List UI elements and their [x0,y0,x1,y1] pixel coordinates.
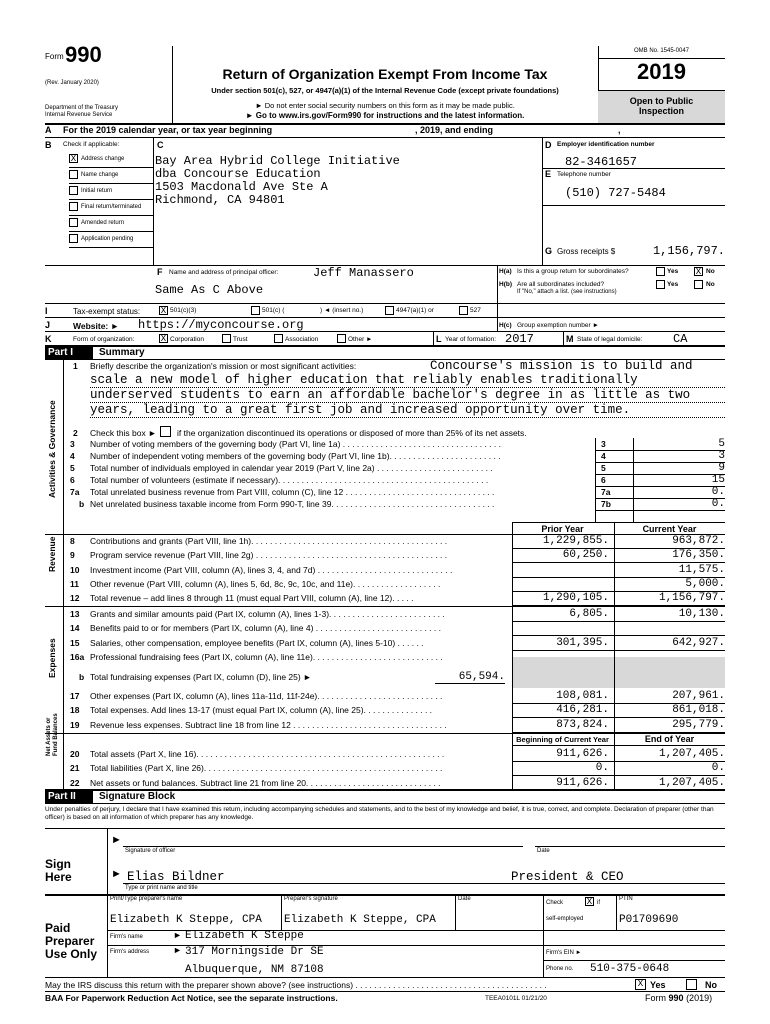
signature-officer-label: Signature of officer [125,848,176,854]
org-city: Richmond, CA 94801 [155,193,285,207]
revenue-row [45,535,725,547]
net-assets-line-number: 21 [70,763,80,774]
preparer-name: Elizabeth K Steppe, CPA [110,914,262,926]
revenue-line-number: 11 [70,578,79,589]
ha-text: Is this a group return for subordinates? [517,268,629,275]
section-b-item-label: Address change [81,156,125,162]
governance-line-text: Total unrelated business revenue from Part VIII, column (C), line 12 . . . . . . . . . . . . . . . . . . . . . . . . . . . . . . . . [90,487,495,497]
instructions-link[interactable]: ► Go to www.irs.gov/Form990 for instructions and the latest information. [245,111,525,120]
revenue-prior-value: 60,250. [562,549,609,562]
footer-form-year: (2019) [686,993,713,1003]
expense-current-value: 207,961. [672,690,725,702]
principal-officer-address: Same As C Above [155,283,264,297]
trust-checkbox[interactable] [222,334,231,343]
sign-arrow-icon: ► [111,834,122,846]
expense-current-value: 861,018. [672,704,725,717]
net-assets-current-value: 1,207,405. [658,776,725,789]
expense-prior-value: 416,281. [556,704,609,717]
net-assets-line-text: Total liabilities (Part X, line 26). . . . . . . . . . . . . . . . . . . . . . . . . . . . . . . . . . . . . . . . . . . . . . . . . . . [90,763,443,774]
expense-prior-value: 6,805. [569,608,609,620]
hb-yes-label: Yes [667,281,679,288]
section-b-item-line [69,247,153,248]
hb-label: H(b) [499,281,512,288]
year-formation-title: Year of formation: [445,336,497,343]
expense-line-text: Grants and similar amounts paid (Part IX, column (A), lines 1-3). . . . . . . . . . . . . . . . . . . . . . . . . [90,609,445,619]
side-revenue: Revenue [47,536,57,572]
expense-line-number: 15 [70,637,80,648]
527-checkbox[interactable] [459,306,468,315]
527-label: 527 [470,307,481,314]
association-checkbox[interactable] [274,334,283,343]
preparer-date-header: Date [458,896,471,902]
line2-number: 2 [73,428,78,438]
governance-line-text: Number of independent voting members of the governing body (Part VI, line 1b). . . . . . . . . . . . . . . . . . . . . . . . [90,451,501,461]
revenue-row [45,592,725,604]
shaded-16b [512,657,725,688]
col-prior-year: Prior Year [541,524,584,534]
footer-form-label: Form [645,993,666,1003]
expense-line-text: Salaries, other compensation, employee benefits (Part IX, column (A), lines 5-10) . . . . . . [90,637,424,648]
governance-value: 0. [711,486,725,498]
line-16b-text: Total fundraising expenses (Part IX, column (D), line 25) ► [90,672,312,682]
expense-line-text: Revenue less expenses. Subtract line 18 from line 12 . . . . . . . . . . . . . . . . . . . . . . . . . . . . . . . . . [90,719,447,730]
discuss-no-checkbox[interactable] [686,979,697,990]
revenue-line-number: 12 [70,593,80,604]
preparer-heading-3: Use Only [45,947,98,961]
expense-row [45,622,725,634]
ein-value: 82-3461657 [565,155,638,169]
phone-title: Telephone number [557,171,611,178]
discuss-yes-checkbox[interactable]: X [635,979,646,990]
net-assets-prior-value: 911,626. [556,776,609,789]
other-checkbox[interactable] [337,334,346,343]
governance-line-text: Net unrelated business taxable income from Form 990-T, line 39. . . . . . . . . . . . . . . . . . . . . . . . . . . . . . . . . . . [90,499,495,509]
officer-title: President & CEO [511,870,624,884]
phone-value: (510) 727-5484 [565,186,666,200]
line-a-end: , [618,125,621,135]
org-street: 1503 Macdonald Ave Ste A [155,180,328,194]
preparer-heading [45,922,97,961]
gross-receipts-title: Gross receipts $ [557,247,616,256]
governance-row [45,438,725,450]
line1-number: 1 [73,361,78,371]
side-net-assets: Net Assets or Fund Balances [46,713,59,756]
section-b-label: B [45,140,52,150]
gross-receipts-value: 1,156,797. [652,244,725,258]
association-label: Association [285,336,319,343]
ptin-value: P01709690 [619,914,679,926]
governance-value: 0. [711,498,725,510]
principal-officer-title: Name and address of principal officer: [169,269,279,276]
section-b-item-line [69,167,153,168]
governance-line-text: Number of voting members of the governing body (Part VI, line 1a) . . . . . . . . . . . . . . . . . . . . . . . . . . . . . . . . . . [90,439,501,449]
side-activities-governance: Activities & Governance [47,400,57,498]
expense-row [45,608,725,620]
revenue-current-value: 5,000. [685,577,725,590]
expense-prior-value: 873,824. [556,718,609,731]
section-b-item-label: Amended return [81,220,125,226]
phone-no-label: Phone no. [546,966,574,972]
omb-number: OMB No. 1545-0047 [633,48,690,54]
expense-row [45,719,725,731]
governance-line-text: Total number of volunteers (estimate if necessary). . . . . . . . . . . . . . . . . . . . . . . . . . . . . . . . . . . . . . . . . . . . . [90,475,489,485]
ha-yes-label: Yes [667,268,679,275]
open-to-public: Open to Public Inspection [629,96,694,116]
net-assets-line-text: Net assets or fund balances. Subtract line 21 from line 20. . . . . . . . . . . . . . . . . . . . . . . . . . . . . [90,777,441,788]
discuss-no-label: No [705,980,717,990]
expense-line-number: 17 [70,691,80,701]
sign-heading-1: Sign [45,857,71,871]
hc-label: H(c) [499,322,512,329]
tax-exempt-title: Tax-exempt status: [73,307,141,316]
firm-address-1: 317 Morningside Dr SE [185,946,324,958]
section-b-item-line [69,183,153,184]
org-name-address [155,155,400,207]
net-assets-line-text: Total assets (Part X, line 16). . . . . . . . . . . . . . . . . . . . . . . . . . . . . . . . . . . . . . . . . . . . . . . . . . . . . [90,749,445,759]
revenue-row [45,578,725,590]
sign-date-label: Date [537,848,550,854]
expense-row [45,690,725,702]
hb-yes-checkbox[interactable] [656,280,665,289]
governance-row-line [595,510,725,511]
irs-name: Internal Revenue Service [45,112,113,118]
corporation-checkbox[interactable]: X [160,334,167,344]
check-if-applicable: Check if applicable: [63,141,120,148]
footer-baa: BAA For Paperwork Reduction Act Notice, see the separate instructions. [45,993,338,1003]
sign-heading-2: Here [45,870,72,884]
other-label: Other ► [348,336,373,343]
firm-name: Elizabeth K Steppe [185,930,304,942]
if-label: if [597,900,600,906]
insert-no-label: ) ◄ (insert no.) [320,307,364,314]
net-assets-prior-value: 911,626. [556,748,609,760]
section-d-label: D [545,140,552,150]
website-title: Website: ► [73,321,120,331]
ptin-header: PTIN [619,896,633,902]
preparer-heading-2: Preparer [45,934,95,948]
4947-label: 4947(a)(1) or [396,307,434,314]
governance-box-number: 7a [601,487,611,497]
governance-row [45,450,725,462]
department: Department of the Treasury [45,105,119,111]
section-b-checkbox[interactable] [69,234,78,243]
governance-box-right [633,438,634,522]
section-b-item-label: Application pending [81,236,134,242]
trust-label: Trust [233,336,248,343]
mission-line-1: Concourse's mission is to build and [430,359,693,373]
preparer-heading-1: Paid [45,921,71,935]
side-expenses: Expenses [47,638,57,678]
expense-line-text: Total expenses. Add lines 13-17 (must equal Part IX, column (A), line 25). . . . . . . . . . . . . . . [90,705,433,716]
officer-name: Elias Bildner [127,870,225,884]
check-label: Check [546,900,564,906]
expense-line-number: 16a [70,651,85,662]
hb-no-label: No [706,281,715,288]
governance-value: 15 [711,474,725,486]
governance-row [45,462,725,474]
section-j-label: J [45,320,51,330]
net-assets-row [45,777,725,789]
501c3-checkbox[interactable]: X [160,306,167,316]
form-number: 990 [65,42,102,67]
expense-line-number: 13 [70,609,80,619]
footer-form-number: 990 [668,993,684,1003]
governance-row [45,474,725,486]
expense-row [45,704,725,716]
net-assets-current-value: 1,207,405. [658,748,725,760]
expense-line-number: 18 [70,705,80,716]
expense-row [45,637,725,649]
governance-line-number: 5 [70,463,75,473]
section-b-item-line [69,231,153,232]
footer-form [645,993,712,1003]
section-b-checkbox[interactable] [69,170,78,179]
ha-no-checkbox[interactable]: X [695,267,702,277]
org-dba: dba Concourse Education [155,167,321,181]
self-employed-checkbox[interactable]: X [586,897,593,907]
form-title: Return of Organization Exempt From Income Tax [222,66,548,82]
revenue-current-value: 176,350. [672,549,725,562]
governance-value: 3 [718,450,725,462]
org-name: Bay Area Hybrid College Initiative [155,154,400,168]
section-l-label: L [436,334,442,344]
firm-name-label: Firm's name [110,934,143,940]
line-16b-number: b [79,672,85,682]
governance-line-number: b [79,499,85,509]
revenue-line-number: 8 [70,536,75,546]
mission-line-4: years, leading to a great first job and increased opportunity over time. [90,403,725,418]
governance-box-number: 4 [601,451,606,461]
expense-current-value: 295,779. [672,718,725,731]
col-end-of-year: End of Year [644,734,695,744]
section-g-label: G [545,246,553,256]
mission-line-3: underserved students to earn an affordable bachelor's degree in as little as two [90,388,725,403]
governance-row [45,498,725,510]
state-domicile-value: CA [673,332,688,346]
ein-title: Employer identification number [557,141,655,148]
revenue-current-value: 11,575. [678,563,725,576]
501c-checkbox[interactable] [251,306,260,315]
line2-text-a: Check this box ► [90,428,157,438]
firm-address-2: Albuquerque, NM 87108 [185,964,324,976]
net-assets-prior-value: 0. [595,762,609,775]
self-employed-label: self-employed [546,916,584,922]
mission-text [90,373,725,418]
governance-value: 5 [718,438,725,450]
line-16b-value: 65,594. [435,671,505,684]
form-subtitle: Under section 501(c), 527, or 4947(a)(1) of the Internal Revenue Code (except private foundations) [211,86,559,95]
expense-prior-value: 108,081. [556,690,609,702]
col-current-year: Current Year [642,524,697,534]
preparer-phone: 510-375-0648 [590,963,670,975]
section-k-label: K [45,334,52,344]
state-domicile-title: State of legal domicile: [577,336,643,343]
section-b-item-label: Final return/terminated [81,204,142,210]
line2-text-b: if the organization discontinued its operations or disposed of more than 25% of its net assets. [177,428,527,438]
section-e-label: E [545,169,552,179]
hb-text: Are all subordinates included? [517,281,605,288]
firm-ein-label: Firm's EIN ► [546,950,582,956]
section-m-label: M [566,334,574,344]
perjury-statement: Under penalties of perjury, I declare that I have examined this return, including accompanying schedules and statements, and to the best of my knowledge and belief, it is true, correct, and complete. Declaration of preparer (other than officer) is based on all information of which preparer has any knowledge. [45,806,714,821]
net-assets-row [45,748,725,760]
line-a-mid: , 2019, and ending [415,125,494,135]
revenue-prior-value: 1,290,105. [542,592,609,605]
expense-line-number: 19 [70,719,80,730]
revenue-current-value: 963,872. [672,535,725,547]
revenue-row [45,549,725,561]
part2-label: Part II [45,791,93,803]
preparer-signature: Elizabeth K Steppe, CPA [284,914,436,926]
discuss-question: May the IRS discuss this return with the preparer shown above? (see instructions) . . . . . . . . . . . . . . . . . . . . . . . . . . . . . . . . . . . . . . . . . [45,980,547,990]
expense-line-text: Professional fundraising fees (Part IX, column (A), line 11e). . . . . . . . . . . . . . . . . . . . . . . . . . . . [90,651,443,662]
revenue-line-text: Total revenue – add lines 8 through 11 (must equal Part VIII, column (A), line 12). . . . . [90,593,414,604]
principal-officer-name: Jeff Manassero [313,266,414,280]
governance-value: 9 [718,462,725,474]
governance-box-number: 6 [601,475,606,485]
name-arrow-icon: ► [111,868,122,880]
section-b-checkbox[interactable] [69,218,78,227]
net-assets-line-number: 22 [70,777,80,788]
section-b-item-line [69,199,153,200]
governance-box-number: 5 [601,463,606,473]
revenue-line-text: Other revenue (Part VIII, column (A), lines 5, 6d, 8c, 9c, 10c, and 11e). . . . . . . . . . . . . . . . . . . [90,578,441,589]
expense-line-text: Other expenses (Part IX, column (A), lines 11a-11d, 11f-24e). . . . . . . . . . . . . . . . . . . . . . . . . . . [90,691,443,701]
net-assets-line-number: 20 [70,749,80,759]
hb-note: If "No," attach a list. (see instructions) [517,289,617,295]
revenue-line-text: Program service revenue (Part VIII, line 2g) . . . . . . . . . . . . . . . . . . . . . . . . . . . . . . . . . . . . . . . . . [90,550,448,561]
hc-text: Group exemption number ► [517,322,599,329]
line2-checkbox[interactable] [160,426,171,437]
501c-label: 501(c) ( [262,307,285,314]
expense-current-value: 642,927. [672,636,725,649]
ha-no-label: No [706,268,715,275]
expense-current-value: 10,130. [678,608,725,620]
revenue-line-text: Investment income (Part VIII, column (A), lines 3, 4, and 7d) . . . . . . . . . . . . . . . . . . . . . . . . . . . . . [90,564,453,575]
section-b-item-label: Name change [81,172,119,178]
ha-yes-checkbox[interactable] [656,267,665,276]
revenue-current-value: 1,156,797. [658,592,725,605]
4947-checkbox[interactable] [385,306,394,315]
governance-row [45,486,725,498]
firm-address-arrow-icon: ► [173,945,182,955]
501c3-label: 501(c)(3) [170,307,197,314]
revenue-row [45,564,725,576]
section-i-label: I [45,306,48,316]
governance-line-number: 4 [70,451,75,461]
governance-line-text: Total number of individuals employed in calendar year 2019 (Part V, line 2a) . . . . . . . . . . . . . . . . . . . . . . . . . [90,463,493,473]
footer-code: TEEA0101L 01/21/20 [485,995,547,1002]
preparer-name-header: Print/Type preparer's name [110,896,183,902]
line-a-label: A [45,125,52,135]
expense-line-text: Benefits paid to or for members (Part IX, column (A), line 4) . . . . . . . . . . . . . . . . . . . . . . . . . . . [90,623,441,634]
website-url[interactable]: https://myconcourse.org [138,318,304,332]
revenue-prior-value: 1,229,855. [542,535,609,547]
part1-label: Part I [45,347,93,359]
name-title-label: Type or print name and title [125,885,198,891]
tax-year: 2019 [637,59,686,84]
governance-line-number: 7a [70,487,80,497]
net-assets-row [45,762,725,774]
revenue-line-number: 10 [70,564,80,575]
ssn-warning: ► Do not enter social security numbers on this form as it may be made public. [255,101,515,110]
section-b-checkbox[interactable] [69,186,78,195]
expense-prior-value: 301,395. [556,636,609,649]
governance-line-number: 6 [70,475,75,485]
section-b-item-line [69,215,153,216]
year-formation-value: 2017 [505,332,534,346]
section-b-checkbox[interactable]: X [70,154,77,164]
ha-label: H(a) [499,268,512,275]
preparer-sig-header: Preparer's signature [284,896,338,902]
firm-name-arrow-icon: ► [173,930,182,940]
discuss-yes-label: Yes [650,980,666,990]
part1-title: Summary [99,347,145,358]
section-b-item-label: Initial return [81,188,113,194]
governance-box-number: 7b [601,499,611,509]
line-a-text: For the 2019 calendar year, or tax year beginning [63,125,273,135]
corporation-label: Corporation [170,336,204,343]
line1-text: Briefly describe the organization's mission or most significant activities: [90,361,357,371]
governance-box-number: 3 [601,439,606,449]
revision: (Rev. January 2020) [45,80,99,86]
revenue-line-text: Contributions and grants (Part VIII, line 1h). . . . . . . . . . . . . . . . . . . . . . . . . . . . . . . . . . . . . . . . . . [90,536,448,546]
form-label: Form [45,52,64,61]
revenue-line-number: 9 [70,550,75,561]
form-of-org-title: Form of organization: [73,336,135,343]
governance-box-left [595,438,596,522]
section-b-checkbox[interactable] [69,202,78,211]
expense-line-number: 14 [70,623,80,634]
sign-here-heading [45,858,72,884]
section-c-label: C [157,140,164,150]
mission-line-2: scale a new model of higher education that reliably enables traditionally [90,373,725,388]
section-f-label: F [157,267,163,277]
net-assets-current-value: 0. [711,762,725,775]
part2-title: Signature Block [99,791,176,802]
governance-line-number: 3 [70,439,75,449]
hb-no-checkbox[interactable] [694,280,703,289]
col-beginning-year: Beginning of Current Year [516,735,609,744]
firm-address-label: Firm's address [110,949,150,955]
